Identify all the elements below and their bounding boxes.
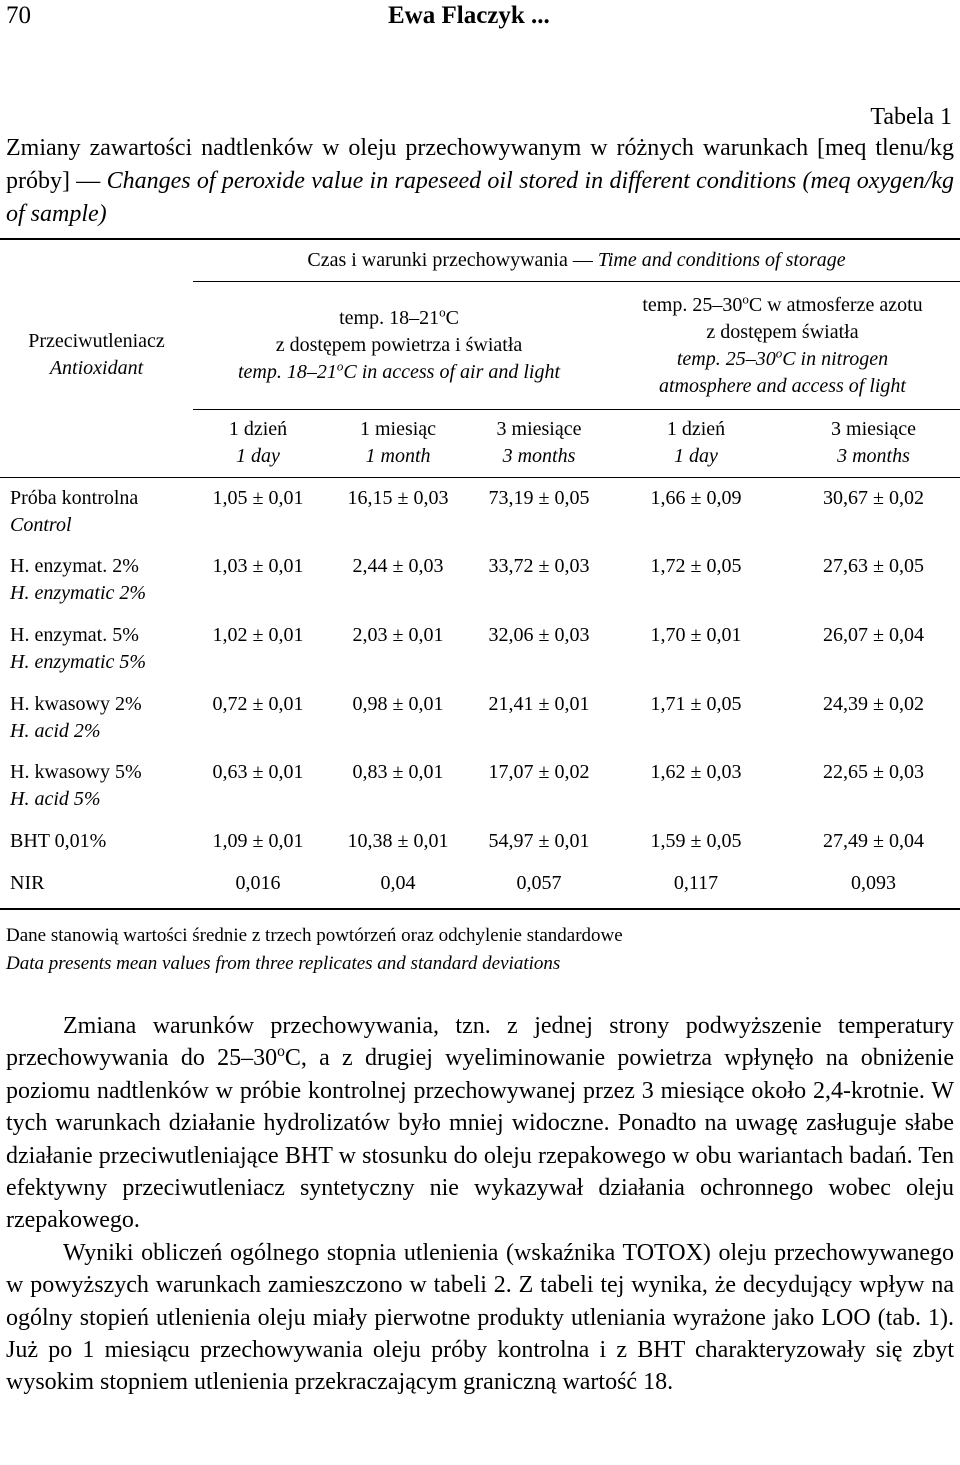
storage-group-header-en: Time and conditions of storage [597,249,846,271]
table-cell: 1,05 ± 0,01 [212,487,304,509]
table-label: Tabela 1 [870,104,952,130]
paragraph-2: Wyniki obliczeń ogólnego stopnia utlenienia (wskaźnika TOTOX) oleju przechowywanego w powyższych warunkach zamieszczono w tabeli 2. Z tabeli tej wynika, że decydujący wpływ na ogólny stopień utlenienia oleju miały pierwotne produkty utleniania wyrażone jako LOO (tab. 1). Już po 1 miesiącu przechowywania oleju próby kontrolna i z BHT charakteryzowały się zbyt wysokim stopniem utlenienia przekraczającym graniczną wartość 18. [6,1239,954,1396]
row-label: NIR [10,872,45,894]
caption-pl: Zmiany zawartości nadtlenków w oleju przechowywanym w różnych warunkach [meq tlenu/kg próby] — [6,135,954,194]
storage-group-header-pl: Czas i warunki przechowywania — [307,249,593,271]
table-cell: 2,03 ± 0,01 [352,624,444,646]
row-label: BHT 0,01% [10,830,107,852]
table-cell: 32,06 ± 0,03 [488,624,590,646]
table-cell: 1,62 ± 0,03 [650,761,742,783]
table-bottom-rule [0,908,960,910]
table-cell: 0,117 [673,872,719,894]
row-label: H. kwasowy 2% H. acid 2% [10,693,142,742]
row-label: H. kwasowy 5% H. acid 5% [10,761,142,810]
row-label: Próba kontrolna Control [10,487,139,536]
table-cell: 1,70 ± 0,01 [650,624,742,646]
table-cell: 1,72 ± 0,05 [650,555,742,577]
condition-rule [193,409,960,410]
table-cell: 22,65 ± 0,03 [823,761,924,783]
group-header-rule [193,281,960,282]
table-cell: 0,057 [516,872,562,894]
antioxidant-header [0,328,193,382]
table-cell: 24,39 ± 0,02 [823,693,924,715]
table-note-pl: Dane stanowią wartości średnie z trzech powtórzeń oraz odchylenie standardowe [6,925,623,946]
table-cell: 1,66 ± 0,09 [650,487,742,509]
header-bottom-rule [0,477,960,478]
storage-group-header [193,247,960,274]
antioxidant-header-en: Antioxidant [49,357,144,379]
condition-nitrogen-temp: temp. 25–30$^o$C w atmosferze azotu [642,291,923,316]
table-cell: 16,15 ± 0,03 [347,487,449,509]
table-cell: 54,97 ± 0,01 [488,830,590,852]
table-cell: 1,03 ± 0,01 [212,555,304,577]
page-number: 70 [6,2,31,29]
table-cell: 26,07 ± 0,04 [823,624,924,646]
running-title: Ewa Flaczyk ... [388,2,550,29]
table-cell: 1,02 ± 0,01 [212,624,304,646]
table-top-rule [0,238,960,240]
condition-air-light-temp: temp. 18–21$^o$C [339,304,459,329]
table-cell: 0,093 [851,872,896,894]
time-header: 3 miesiące 3 months [496,418,582,467]
row-label: H. enzymat. 2% H. enzymatic 2% [10,555,147,604]
table-cell: 0,98 ± 0,01 [352,693,444,715]
body-text [6,1010,954,1399]
table-cell: 21,41 ± 0,01 [488,693,590,715]
table-cell: 30,67 ± 0,02 [823,487,924,509]
table-cell: 1,59 ± 0,05 [650,830,742,852]
table-cell: 10,38 ± 0,01 [347,830,449,852]
condition-nitrogen-pl: z dostępem światła [706,321,859,343]
table-cell: 73,19 ± 0,05 [488,487,590,509]
table-cell: 0,63 ± 0,01 [212,761,304,783]
condition-nitrogen-en2: atmosphere and access of light [658,375,906,397]
table-cell: 0,04 [380,872,416,894]
table-note-en: Data presents mean values from three replicates and standard deviations [6,953,561,974]
antioxidant-header-pl: Przeciwutleniacz [28,330,165,352]
page-header [0,0,960,40]
caption-en: Changes of peroxide value in rapeseed oil stored in different conditions (meq oxygen/kg of sample) [6,168,955,227]
time-header: 1 miesiąc 1 month [359,418,437,467]
condition-air-light-header [193,305,605,386]
table-cell: 0,83 ± 0,01 [352,761,444,783]
table-cell: 17,07 ± 0,02 [488,761,590,783]
time-header: 1 dzień 1 day [666,418,726,467]
condition-nitrogen-en1: temp. 25–30$^o$C in nitrogen [676,345,889,370]
paragraph-1: Zmiana warunków przechowywania, tzn. z jednej strony podwyższenie temperatury przechowywania do 25–30$^o$C, a z drugiej wyeliminowanie powietrza wpłynęło na obniżenie poziomu nadtlenków w próbie kontrolnej przechowywanej przez 3 miesiące około 2,4-krotnie. W tych warunkach działanie hydrolizatów było mniej widoczne. Ponadto na uwagę zasługuje słabe działanie przeciwutleniające BHT w stosunku do oleju rzepakowego w obu wariantach badań. Ten efektywny przeciwutleniacz syntetyczny nie wykazywał działania ochronnego wobec oleju rzepakowego. [6,1013,955,1234]
table-cell: 27,63 ± 0,05 [823,555,924,577]
time-header: 3 miesiące 3 months [831,418,916,467]
condition-air-light-pl: z dostępem powietrza i światła [275,334,523,356]
table-cell: 0,72 ± 0,01 [212,693,304,715]
time-header: 1 dzień 1 day [228,418,288,467]
table-cell: 1,71 ± 0,05 [650,693,742,715]
table-cell: 0,016 [235,872,281,894]
table-caption [6,132,954,231]
condition-air-light-en: temp. 18–21$^o$C in access of air and light [237,358,561,383]
table-cell: 2,44 ± 0,03 [352,555,444,577]
table-cell: 33,72 ± 0,03 [488,555,590,577]
table-cell: 27,49 ± 0,04 [823,830,924,852]
row-label: H. enzymat. 5% H. enzymatic 5% [10,624,147,673]
table-cell: 1,09 ± 0,01 [212,830,304,852]
condition-nitrogen-header [605,292,960,400]
